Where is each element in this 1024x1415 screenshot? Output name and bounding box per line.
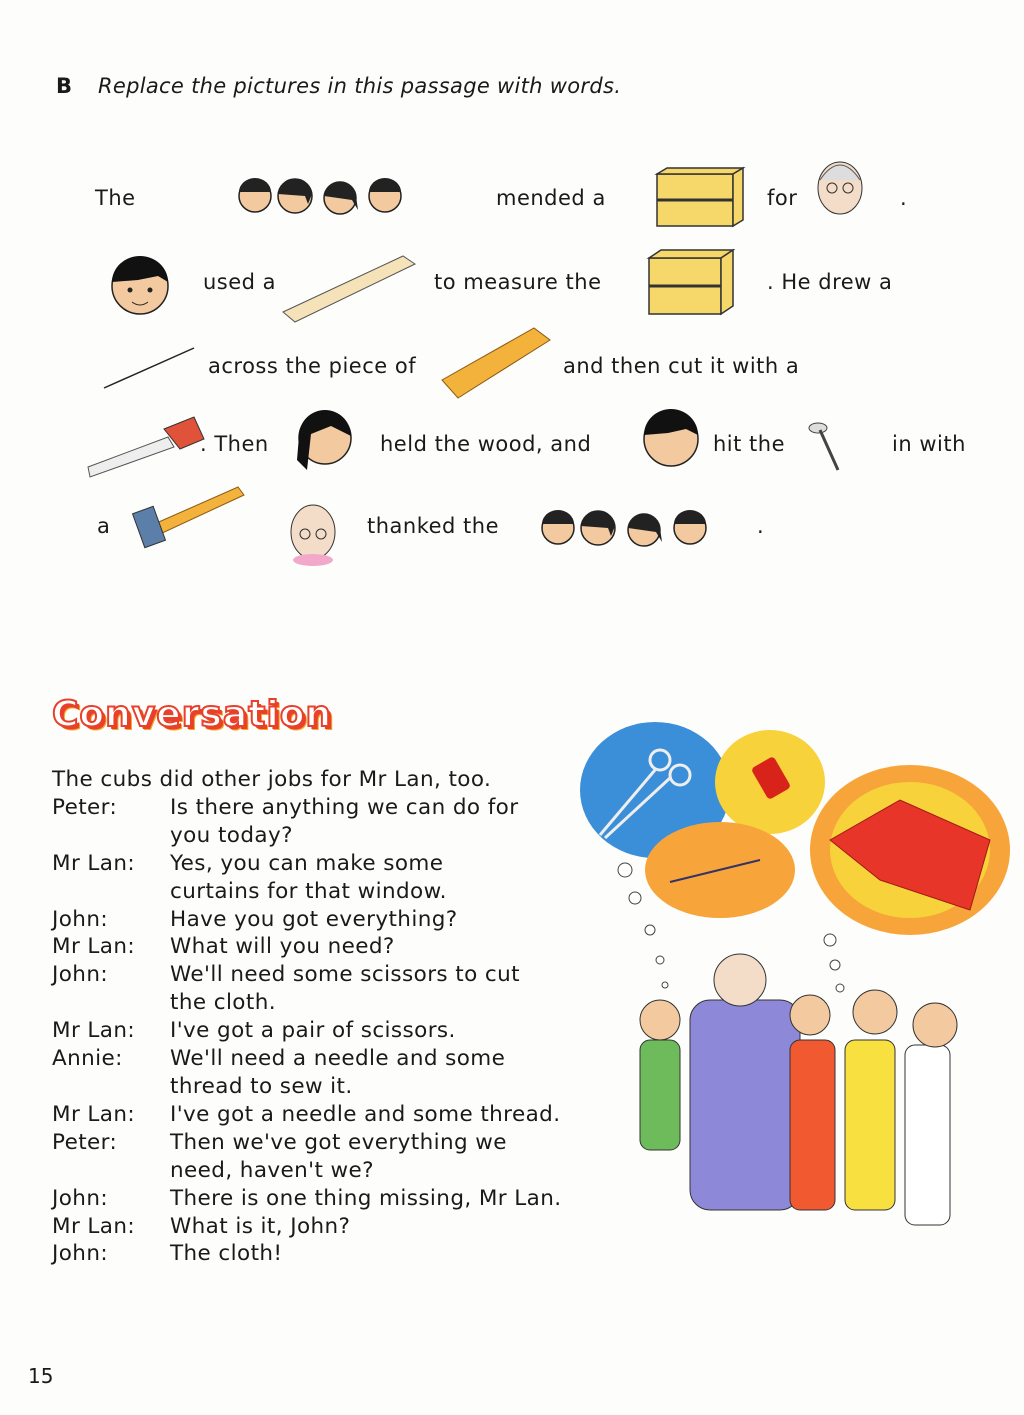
speaker-name: Peter: [52, 1129, 118, 1155]
dialogue-text: thread to sew it. [170, 1073, 353, 1099]
passage-text: a [97, 514, 111, 538]
passage-text: in with [892, 432, 966, 456]
passage-text: thanked the [367, 514, 500, 538]
exercise-instruction: Replace the pictures in this passage with words. [98, 74, 622, 98]
dialogue-line [52, 989, 612, 1017]
cubs-icon [540, 508, 712, 548]
dialogue-text: need, haven't we? [170, 1157, 374, 1183]
wood-icon [442, 328, 552, 400]
dialogue-text: I've got a needle and some thread. [170, 1101, 561, 1127]
dialogue-line [52, 878, 612, 906]
dialogue-line [52, 1101, 612, 1129]
passage-text: and then cut it with a [563, 354, 800, 378]
speaker-name: Mr Lan: [52, 1213, 136, 1239]
conversation-title: Conversation [52, 694, 333, 735]
speaker-name: John: [52, 1185, 108, 1211]
passage-text: . [757, 514, 765, 538]
dialogue-text: Is there anything we can do for [170, 794, 519, 820]
dialogue-text: What is it, John? [170, 1213, 351, 1239]
dialogue-line [52, 961, 612, 989]
passage-text: . He drew a [767, 270, 893, 294]
dialogue-text: We'll need a needle and some [170, 1046, 506, 1072]
speaker-name [52, 989, 170, 1017]
passage-text: to measure the [434, 270, 602, 294]
speaker-name: Mr Lan: [52, 934, 136, 960]
dialogue-line [52, 1213, 612, 1241]
nail-icon [808, 420, 842, 474]
dialogue-text: Yes, you can make some [170, 850, 444, 876]
dialogue-text: you today? [170, 822, 293, 848]
dialogue-line [52, 822, 612, 850]
passage-text: for [767, 186, 798, 210]
dialogue-line [52, 906, 612, 934]
dialogue-line [52, 794, 612, 822]
boy-icon [640, 405, 702, 469]
exercise-letter: B [56, 74, 73, 98]
dialogue-text: curtains for that window. [170, 878, 447, 904]
dialogue-intro: The cubs did other jobs for Mr Lan, too. [52, 767, 492, 792]
passage-text: mended a [496, 186, 606, 210]
dialogue-line [52, 1017, 612, 1045]
ruler-icon [283, 254, 415, 326]
passage-text: The [95, 186, 136, 210]
passage-text: held the wood, and [380, 432, 592, 456]
passage-text: . Then [200, 432, 269, 456]
shelf-icon [655, 166, 745, 228]
dialogue-text: I've got a pair of scissors. [170, 1018, 456, 1044]
dialogue [52, 766, 612, 1268]
speaker-name [52, 878, 170, 906]
speaker-name: Mr Lan: [52, 1101, 136, 1127]
speaker-name [52, 1157, 170, 1185]
speaker-name: John: [52, 1241, 108, 1267]
cloth-thought-bubble [810, 765, 1010, 935]
dialogue-text: The cloth! [170, 1241, 283, 1267]
speaker-name: Mr Lan: [52, 850, 136, 876]
speaker-name: Annie: [52, 1046, 123, 1072]
speaker-name: John: [52, 906, 108, 932]
mr-lan-and-cubs-figures [640, 954, 957, 1225]
dialogue-text: the cloth. [170, 990, 276, 1016]
boy-icon [108, 252, 172, 316]
dialogue-text: Then we've got everything we [170, 1129, 507, 1155]
mr-lan-icon [812, 158, 868, 216]
passage-text: hit the [713, 432, 786, 456]
cubs-icon [235, 176, 410, 216]
dialogue-line [52, 1045, 612, 1073]
dialogue-line [52, 1157, 612, 1185]
dialogue-text: There is one thing missing, Mr Lan. [170, 1185, 562, 1211]
dialogue-line [52, 1129, 612, 1157]
speaker-name: Mr Lan: [52, 1018, 136, 1044]
thread-thought-bubble [715, 730, 825, 834]
conversation-illustration [580, 720, 1020, 1260]
girl-icon [285, 406, 357, 472]
line-icon [104, 348, 196, 390]
needle-thought-bubble [645, 822, 795, 918]
passage-text: across the piece of [208, 354, 417, 378]
speaker-name: John: [52, 962, 108, 988]
hammer-icon [130, 485, 245, 557]
passage-text: used a [203, 270, 277, 294]
mr-lan-icon [285, 500, 341, 568]
shelf-icon [647, 248, 735, 316]
dialogue-line [52, 850, 612, 878]
speaker-name [52, 1073, 170, 1101]
speaker-name: Peter: [52, 794, 118, 820]
dialogue-text: We'll need some scissors to cut [170, 962, 520, 988]
speaker-name [52, 822, 170, 850]
passage-text: . [900, 186, 908, 210]
dialogue-line [52, 1185, 612, 1213]
dialogue-line [52, 933, 612, 961]
dialogue-line [52, 1240, 612, 1268]
dialogue-line [52, 1073, 612, 1101]
page-number: 15 [28, 1364, 54, 1388]
dialogue-text: What will you need? [170, 934, 395, 960]
saw-icon [88, 415, 208, 481]
dialogue-text: Have you got everything? [170, 906, 458, 932]
